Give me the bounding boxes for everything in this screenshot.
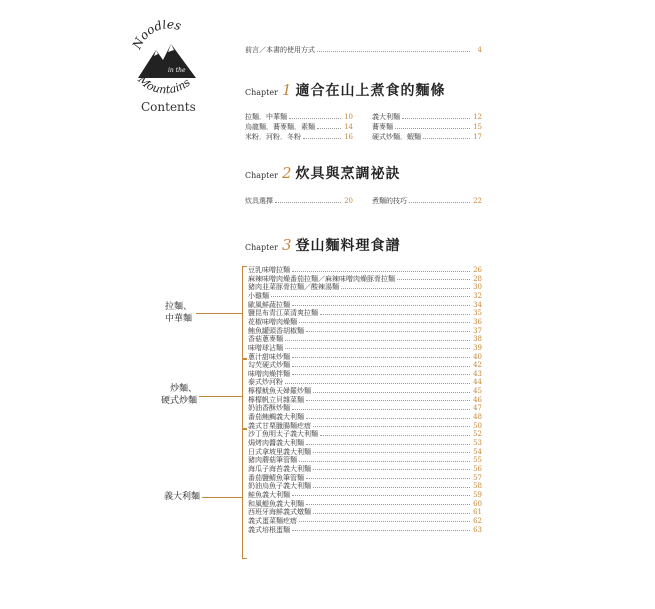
dot-leader [313, 392, 470, 393]
toc-entry[interactable] [248, 301, 482, 309]
toc-entry-title: 拉麵．中華麵 [245, 113, 287, 121]
contents-heading: Contents [141, 100, 196, 114]
toc-entry[interactable] [248, 465, 482, 473]
toc-entry[interactable] [248, 396, 482, 404]
dot-leader [423, 138, 470, 139]
dot-leader [317, 51, 470, 52]
toc-entry[interactable] [248, 387, 482, 395]
toc-entry-title: 前言／本書的使用方式 [245, 46, 315, 54]
logo-text-bottom: Mountains [135, 73, 193, 97]
chapter-title: 適合在山上煮食的麵條 [295, 83, 446, 99]
toc-entry-title: 小雞麵 [248, 291, 269, 300]
toc-entry-title: 味噌肉燥拌麵 [248, 369, 290, 378]
toc-entry-title: 焗烤肉醬義大利麵 [248, 439, 304, 447]
dot-leader [292, 530, 470, 531]
toc-entry-page: 52 [473, 430, 482, 439]
toc-entry-page: 28 [473, 274, 482, 283]
toc-entry-title: 烏龍麵．蕎麥麵．素麵 [245, 123, 315, 131]
group-bracket [242, 359, 247, 429]
group-connector [196, 313, 242, 314]
dot-leader [285, 340, 470, 341]
toc-entry-title: 日式拿坡里義大利麵 [248, 447, 311, 456]
toc-entry[interactable] [248, 318, 482, 326]
dot-leader [341, 288, 470, 289]
toc-entry-title: 勾芡硬式炒麵 [248, 361, 290, 370]
toc-entry-title: 豆乳味噌拉麵 [248, 266, 290, 274]
toc-entry-page: 35 [473, 309, 482, 318]
dot-leader [313, 426, 470, 427]
toc-entry-title: 米粉．河粉．冬粉 [245, 133, 301, 141]
toc-entry[interactable] [248, 474, 482, 482]
dot-leader [409, 202, 470, 203]
toc-entry-title: 花椒味噌肉燥麵 [248, 317, 297, 326]
toc-entry-page: 56 [473, 464, 482, 473]
toc-entry[interactable] [245, 133, 353, 141]
dot-leader [395, 128, 470, 129]
dot-leader [313, 469, 470, 470]
group-bracket [242, 429, 247, 559]
chapter-title: 炊具與烹調祕訣 [295, 166, 401, 182]
toc-entry-title: 奶油香酥炒麵 [248, 404, 290, 413]
toc-entry-page: 26 [473, 266, 482, 274]
toc-entry[interactable] [372, 197, 482, 205]
dot-leader [285, 383, 470, 384]
toc-entry[interactable] [372, 133, 482, 141]
group-connector [199, 396, 242, 397]
toc-entry-page: 10 [344, 113, 353, 121]
dot-leader [299, 322, 470, 323]
dot-leader [303, 138, 341, 139]
dot-leader [313, 487, 470, 488]
toc-entry[interactable] [248, 361, 482, 369]
toc-entry[interactable] [248, 283, 482, 291]
dot-leader [292, 495, 470, 496]
toc-entry-title: 番茄鮪鯛義大利麵 [248, 413, 304, 422]
toc-entry-title: 豬肉韭菜豚骨拉麵／酸辣湯麵 [248, 283, 339, 292]
dot-leader [271, 296, 470, 297]
dot-leader [285, 348, 470, 349]
dot-leader [306, 444, 470, 445]
toc-entry-page: 48 [473, 413, 482, 422]
chapter-label: Chapter [245, 243, 278, 252]
toc-entry-page: 12 [473, 113, 482, 121]
chapter-label: Chapter [245, 88, 278, 97]
toc-entry-page: 40 [473, 352, 482, 361]
dot-leader [289, 118, 341, 119]
chapter-title: 登山麵料理食譜 [295, 238, 401, 254]
toc-entry-title: 香菇蔥麥麵 [248, 335, 283, 344]
logo-text-top: oodles [136, 20, 183, 43]
dot-leader [292, 374, 470, 375]
toc-entry-title: 番茄鹽鯖魚筆管麵 [248, 473, 304, 482]
toc-entry[interactable] [248, 404, 482, 412]
toc-entry-page: 46 [473, 395, 482, 404]
group-label-pasta: 義大利麵 [163, 492, 200, 502]
toc-entry-page: 55 [473, 456, 482, 465]
toc-entry-title: 豬肉蘑菇筆管麵 [248, 456, 297, 465]
toc-entry[interactable] [245, 113, 353, 121]
toc-entry-title: 海瓜子海苔義大利麵 [248, 464, 311, 473]
chapter-label: Chapter [245, 171, 278, 180]
dot-leader [306, 504, 470, 505]
toc-entry[interactable] [248, 517, 482, 525]
toc-entry[interactable] [248, 482, 482, 490]
toc-entry[interactable] [248, 422, 482, 430]
toc-entry-page: 50 [473, 421, 482, 430]
toc-entry-title: 鮪魚罐頭香胡椒麵 [248, 326, 304, 335]
toc-entry-page: 44 [473, 378, 482, 387]
toc-entry-page: 39 [473, 343, 482, 352]
toc-entry-title: 蕎麥麵 [372, 123, 393, 131]
dot-leader [292, 366, 470, 367]
toc-entry-title: 義大利麵 [372, 113, 400, 121]
toc-entry[interactable] [248, 439, 482, 447]
toc-entry-page: 15 [473, 123, 482, 131]
toc-entry-title: 歐風鮮蔬拉麵 [248, 300, 290, 309]
toc-entry-page: 22 [473, 197, 482, 205]
toc-entry-page: 42 [473, 361, 482, 370]
toc-entry[interactable] [248, 275, 482, 283]
toc-entry-page: 54 [473, 447, 482, 456]
toc-entry-page: 57 [473, 473, 482, 482]
chapter-heading-1 [245, 80, 445, 100]
toc-entry-page: 30 [473, 283, 482, 292]
group-bracket [242, 266, 247, 359]
dot-leader [299, 521, 470, 522]
toc-entry-page: 59 [473, 490, 482, 499]
dot-leader [313, 513, 470, 514]
toc-entry-title: 義式蛋菜麵疙瘩 [248, 516, 297, 525]
book-logo [132, 20, 202, 100]
toc-entry-page: 17 [473, 133, 482, 141]
dot-leader [320, 435, 470, 436]
toc-entry-page: 4 [477, 46, 482, 54]
toc-entry[interactable] [248, 378, 482, 386]
toc-entry-title: 義式培根蛋麵 [248, 525, 290, 534]
toc-entry-page: 58 [473, 482, 482, 491]
toc-entry-title: 檸檬魷魚天婦羅炒麵 [248, 387, 311, 396]
dot-leader [306, 331, 470, 332]
toc-entry[interactable] [372, 123, 482, 131]
toc-entry-preface[interactable] [245, 46, 482, 54]
toc-entry-title: 西班牙海鮮義式燉麵 [248, 508, 311, 517]
toc-entry-title: 炊具選擇 [245, 197, 273, 205]
toc-entry[interactable] [248, 430, 482, 438]
toc-entry[interactable] [248, 413, 482, 421]
toc-entry[interactable] [248, 491, 482, 499]
toc-entry-title: 檸檬帆立貝雜菜麵 [248, 395, 304, 404]
toc-entry-page: 38 [473, 335, 482, 344]
chapter-number: 3 [281, 236, 292, 254]
toc-entry-page: 20 [344, 197, 353, 205]
dot-leader [275, 202, 341, 203]
toc-entry-page: 63 [473, 525, 482, 534]
dot-leader [317, 128, 341, 129]
toc-entry[interactable] [248, 456, 482, 464]
chapter-number: 2 [281, 164, 292, 182]
toc-entry[interactable] [248, 335, 482, 343]
toc-entry[interactable] [248, 292, 482, 300]
dot-leader [397, 279, 470, 280]
toc-entry-title: 味噌球沾麵 [248, 343, 283, 352]
group-connector [202, 497, 242, 498]
toc-entry-page: 45 [473, 387, 482, 396]
toc-entry-page: 61 [473, 508, 482, 517]
dot-leader [292, 357, 470, 358]
toc-entry[interactable] [248, 448, 482, 456]
toc-entry-title: 麻辣味噌肉燥番茄拉麵／麻辣味噌肉燥豚骨拉麵 [248, 274, 395, 283]
toc-entry-page: 60 [473, 499, 482, 508]
dot-leader [313, 452, 470, 453]
toc-entry[interactable] [248, 266, 482, 274]
group-label-yakisoba: 炒麵、 硬式炒麵 [160, 384, 197, 406]
toc-entry-title: 鮭魚義大利麵 [248, 490, 290, 499]
dot-leader [292, 409, 470, 410]
toc-entry-page: 14 [344, 123, 353, 131]
dot-leader [292, 271, 470, 272]
toc-entry-title: 硬式炒麵．蝦麵 [372, 133, 421, 141]
group-label-ramen: 拉麵、 中華麵 [164, 302, 192, 324]
toc-entry[interactable] [248, 353, 482, 361]
toc-entry[interactable] [248, 508, 482, 516]
toc-entry[interactable] [248, 309, 482, 317]
toc-entry[interactable] [372, 113, 482, 121]
toc-entry[interactable] [248, 370, 482, 378]
chapter-number: 1 [281, 81, 292, 99]
chapter-heading-2 [245, 163, 400, 183]
dot-leader [320, 314, 470, 315]
toc-entry-page: 34 [473, 300, 482, 309]
dot-leader [402, 118, 470, 119]
toc-entry-page: 47 [473, 404, 482, 413]
toc-entry[interactable] [248, 327, 482, 335]
toc-entry-page: 53 [473, 439, 482, 447]
toc-entry-title: 泰式炒河粉 [248, 378, 283, 387]
dot-leader [306, 418, 470, 419]
toc-entry-page: 36 [473, 317, 482, 326]
toc-entry-page: 32 [473, 291, 482, 300]
dot-leader [299, 461, 470, 462]
toc-entry[interactable] [248, 526, 482, 534]
toc-entry-title: 奶油烏魚子義大利麵 [248, 482, 311, 491]
toc-entry[interactable] [245, 197, 353, 205]
toc-entry-title: 煮麵的技巧 [372, 197, 407, 205]
chapter-heading-3 [245, 235, 400, 255]
toc-entry-page: 37 [473, 326, 482, 335]
logo-text-mid: in the [168, 67, 186, 74]
dot-leader [292, 305, 470, 306]
toc-entry[interactable] [245, 123, 353, 131]
toc-entry-page: 43 [473, 369, 482, 378]
dot-leader [306, 400, 470, 401]
toc-entry-title: 和風鯷魚義大利麵 [248, 499, 304, 508]
toc-entry[interactable] [248, 344, 482, 352]
toc-entry-title: 蔥汁甜味炒麵 [248, 352, 290, 361]
toc-entry-title: 義式甘栗臘腸麵疙瘩 [248, 421, 311, 430]
toc-entry-page: 16 [344, 133, 353, 141]
dot-leader [306, 478, 470, 479]
toc-entry-title: 沙丁魚明太子義大利麵 [248, 430, 318, 439]
toc-entry-page: 62 [473, 516, 482, 525]
toc-entry-title: 鹽昆布青江菜清爽拉麵 [248, 309, 318, 318]
toc-entry[interactable] [248, 500, 482, 508]
